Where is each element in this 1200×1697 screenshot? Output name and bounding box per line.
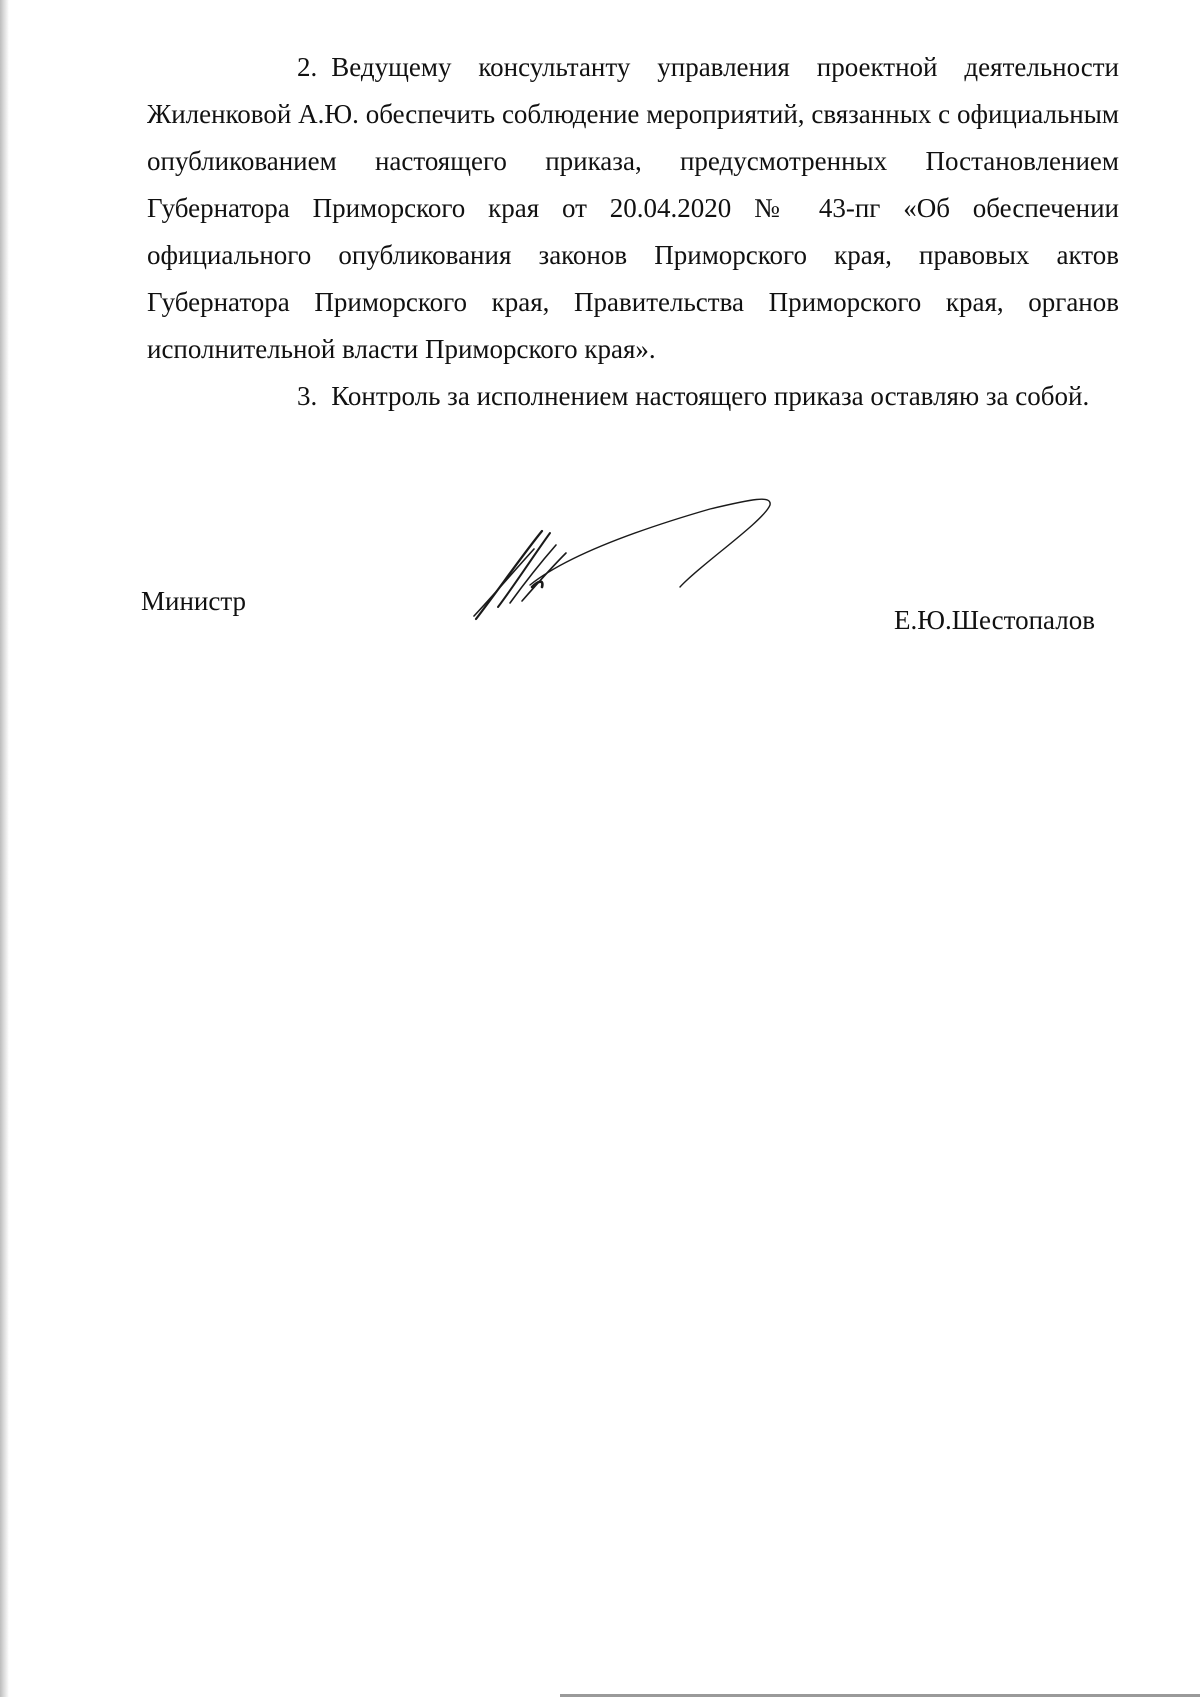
paragraph-number: 3.	[297, 381, 318, 411]
paragraph-3	[147, 373, 1119, 420]
handwritten-signature	[470, 495, 810, 630]
signatory-name: Е.Ю.Шестопалов	[894, 605, 1095, 635]
signatory-role: Министр	[141, 586, 246, 616]
paragraph-number: 2.	[297, 52, 318, 82]
paragraph-2	[147, 44, 1119, 373]
scan-left-edge	[0, 0, 9, 1697]
paragraph-text: Ведущему консультанту управления проектной деятельности Жиленковой А.Ю. обеспечить соблюдение мероприятий, связанных с официальным опубликованием настоящего приказа, предусмотренных Постановлением Губернатора Приморского края от 20.04.2020 № 43-пг «Об обеспечении официального опубликования законов Приморского края, правовых актов Губернатора Приморского края, Правительства Приморского края, органов исполнительной власти Приморского края».	[147, 52, 1119, 364]
paragraph-text: Контроль за исполнением настоящего приказа оставляю за собой.	[331, 381, 1090, 411]
document-body	[147, 44, 1119, 420]
